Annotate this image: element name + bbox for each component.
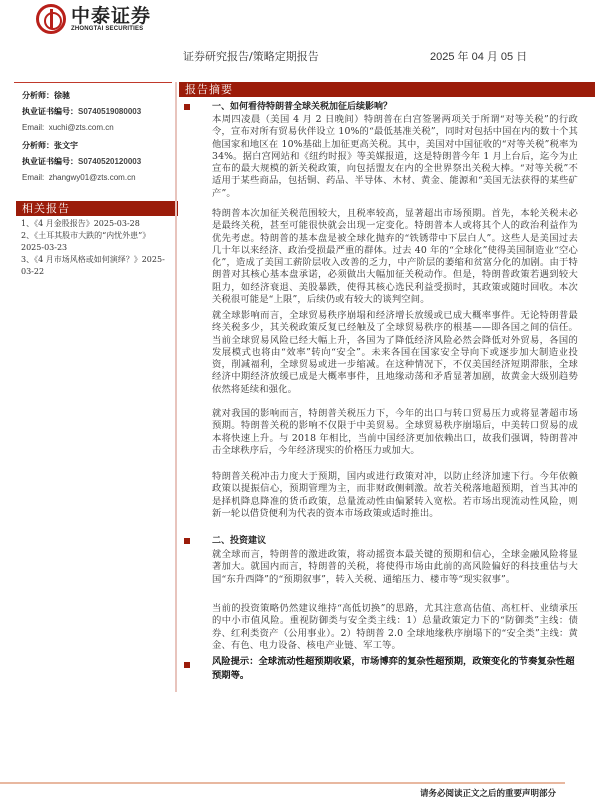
square-bullet-icon: [184, 104, 190, 110]
email-label: Email:: [22, 123, 45, 132]
heading-text: 二、投资建议: [212, 536, 267, 546]
related-report-item[interactable]: 2、《土耳其股市大跌的“内忧外患”》2025-03-23: [21, 231, 151, 252]
analyst-name: 分析师：徐驰: [22, 90, 70, 100]
heading-text: 一、如何看待特朗普全球关税加征后续影响？: [212, 102, 393, 112]
cert-label: 执业证书编号：: [22, 106, 78, 116]
email-label: Email:: [22, 173, 45, 182]
paragraph: 当前的投资策略仍然建议维持“高低切换”的思路，尤其注意高估值、高杠杆、业绩承压的中小市值风险。重视防御类与安全类主线：1）总量政策定力下的“防御类”主线：债券、红利类资产（公用事业）。2）特朗普 2.0 全球地缘秩序崩塌下的“安全类”主线：黄金、有色、电力设备、核电产业链、军工等。: [212, 603, 578, 651]
paragraph: 就全球影响而言，全球贸易秩序崩塌和经济增长放缓或已成大概率事件。无论特朗普最终关税多少，其关税政策反复已经触及了全球贸易秩序的根基——即各国之间的信任。当前全球贸易风险已经大幅上升，各国为了降低经济风险必然会降低对外贸易，各国的发展模式也将由“效率”转向“安全”。未来各国在国家安全导向下或逐步加大制造业投资，削减福利，全球贸易或进一步缩减。在这种情况下，不仅美国经济短期滞胀，全球经济中期经济放缓已成是大概率事件，且地缘动荡和矛盾显著加剧，故黄金大级别趋势依然将延续和强化。: [212, 310, 578, 395]
related-reports-list: [21, 218, 173, 278]
summary-title: 报告摘要: [179, 82, 595, 97]
square-bullet-icon: [184, 662, 190, 668]
cert-number: S0740520120003: [78, 157, 142, 166]
analyst-cert: [22, 156, 141, 167]
risk-warning: 风险提示：全球流动性超预期收紧，市场博弈的复杂性超预期，政策变化的节奏复杂性超预期等。: [212, 656, 575, 681]
cert-number: S0740519080003: [78, 107, 142, 116]
analyst-email: [22, 173, 136, 182]
logo-name-cn: 中泰证券: [71, 5, 152, 27]
analyst-email: [22, 123, 114, 132]
related-reports-title: 相关报告: [16, 201, 178, 216]
footer-divider: [0, 782, 565, 784]
paragraph: 就对我国的影响而言，特朗普关税压力下，今年的出口与转口贸易压力或将显著超市场预期。特朗普关税的影响不仅限于中美贸易。全球贸易秩序崩塌后，中美转口贸易的成本将快速上升。与 2018 年相比，当前中国经济更加依赖出口，故我们强调，特朗普冲击全球秩序后，今年经济现实的价格压力或加大。: [212, 408, 578, 456]
report-date: 2025 年 04 月 05 日: [430, 51, 528, 63]
analyst-cert: [22, 106, 141, 117]
square-bullet-icon: [184, 538, 190, 544]
report-type: 证券研究报告/策略定期报告: [183, 50, 319, 63]
footer-disclaimer: 请务必阅读正文之后的重要声明部分: [419, 789, 556, 799]
logo-icon: [36, 4, 66, 34]
related-report-item[interactable]: 3、《4 月市场风格或如何演绎？》2025-03-22: [21, 255, 165, 276]
email-link[interactable]: zhangwy01@zts.com.cn: [48, 173, 136, 182]
company-logo: [36, 4, 151, 34]
logo-name-en: ZHONGTAI SECURITIES: [71, 26, 144, 32]
section-heading: [184, 101, 580, 114]
section-heading: [184, 535, 580, 548]
related-report-item[interactable]: 1、《4 月金股报告》2025-03-28: [21, 219, 140, 228]
email-link[interactable]: xuchi@zts.com.cn: [48, 123, 114, 132]
paragraph: 特朗普关税冲击力度大于预期，国内或进行政策对冲，以防止经济加速下行。今年依赖政策以提振信心，预期管理为主，而非财政侧刺激。故若关税落地超预期，首当其冲的是择机降息降准的货币政策，总量流动性由偏紧转入宽松。若市场出现流动性风险，则新一轮以借贷便利为代表的资本市场政策或适时推出。: [212, 471, 578, 519]
analyst-name: 分析师：张文宇: [22, 140, 78, 150]
paragraph: 本周四凌晨（美国 4 月 2 日晚间）特朗普在白宫签署两项关于所谓“对等关税”的行政令，宣布对所有贸易伙伴设立 10%的“最低基准关税”，同时对包括中国在内的数十个其他国家和地区在 10%基础上加征更高关税。其中，美国对中国征收的“对等关税”税率为 34%。据白宫网站和《纽约时报》等美媒报道，这是特朗普今年 1 月上台后，迄今为止宣布的最大规模的新关税政策，向包括盟友在内的全世界祭出关税大棒。“对等关税”不适用于某些商品，包括铜、药品、半导体、木材、黄金、能源和“美国无法获得的某些矿产”。: [212, 114, 578, 199]
paragraph: 特朗普本次加征关税范围较大，且税率较高，显著超出市场预期。首先，本轮关税未必是最终关税，甚至可能很快就会出现一定变化。特朗普本人或将其个人的政治利益作为优先考虑。特朗普的基本盘是被全球化抛弃的“铁锈带中下层白人”。这些人是美国过去几十年以来经济、政治受损最严重的群体。过去 40 年的“全球化”使得美国制造业“空心化”，造成了美国工薪阶层收入改善的乏力，中产阶层的萎缩和贫富分化的加剧。由于特朗普对其核心基本盘承诺，必须做出大幅加征关税动作。但是，特朗普政策若遇到较大阻力，如经济衰退、美股暴跌，使得其核心选民利益受损时，其政策或随时回收。本次关税很可能是“上限”，后续仍或有较大的谈判空间。: [212, 208, 578, 306]
cert-label: 执业证书编号：: [22, 156, 78, 166]
paragraph: 就全球而言，特朗普的激进政策，将动摇资本最关键的预期和信心，全球金融风险将显著加大。就国内而言，特朗普的关税，将使得市场由此前的高风险偏好的科技重估与大国“东升西降”的“预期叙事”，转入关税、通缩压力、楼市等“现实叙事”。: [212, 549, 578, 585]
divider: [175, 82, 177, 692]
analyst-panel: [14, 82, 172, 182]
